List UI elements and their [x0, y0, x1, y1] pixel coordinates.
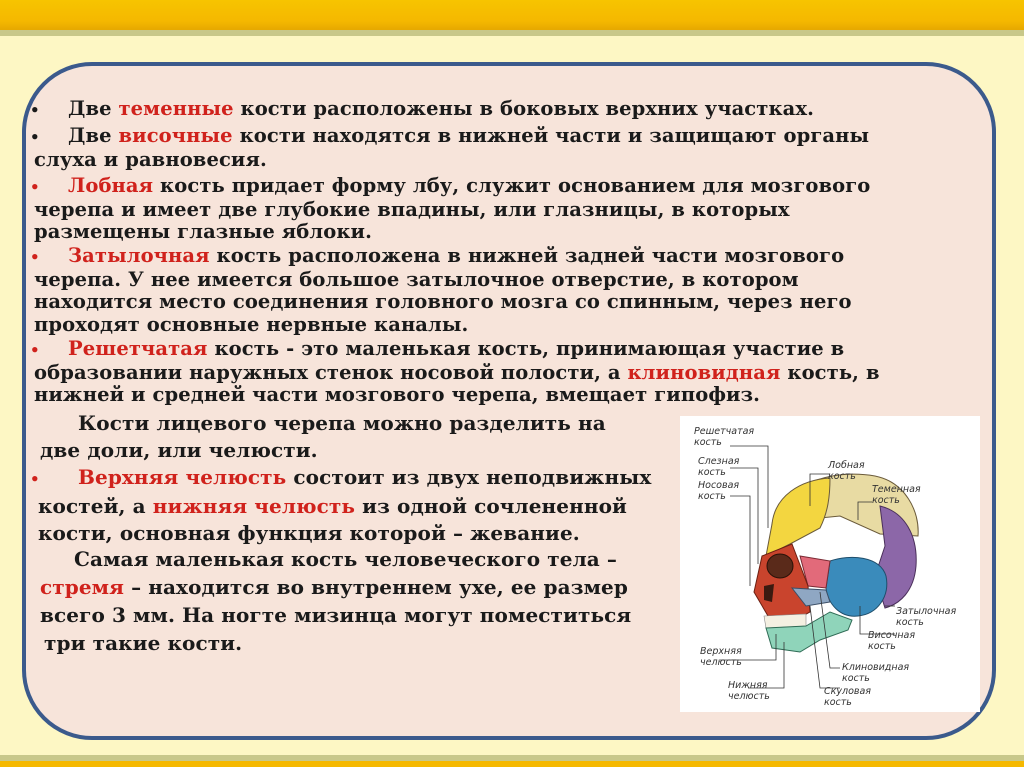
- temporal-bone-shape: [826, 557, 887, 616]
- paragraph-temporal: • Две височные кости находятся в нижней части и защищают органы слуха и равновесия.: [30, 124, 870, 171]
- term-frontal: Лобная: [68, 174, 154, 197]
- bullet: •: [30, 248, 40, 266]
- label-frontal: Лобная кость: [828, 460, 865, 482]
- bottom-decorative-bar: [0, 761, 1024, 767]
- paragraph-occipital: • Затылочная кость расположена в нижней задней части мозгового черепа. У нее имеется большое затылочное отверстие, в котором находится место соединения головного мозга со спинным, через него проходят основные нервные каналы.: [30, 244, 852, 336]
- bullet: •: [30, 101, 40, 119]
- bullet: •: [30, 341, 40, 359]
- label-temporal: Височная кость: [868, 630, 916, 652]
- term-occipital: Затылочная: [68, 244, 210, 267]
- bullet: •: [30, 178, 40, 196]
- skull-diagram: [680, 416, 980, 712]
- label-ethmoid: Решетчатая кость: [694, 426, 755, 448]
- top-decorative-line: [0, 30, 1024, 36]
- label-occipital: Затылочная кость: [896, 606, 957, 628]
- orbit-shape: [767, 554, 793, 578]
- paragraph-parietal: • Две теменные кости расположены в боковых верхних участках.: [30, 97, 814, 120]
- label-sphenoid: Клиновидная кость: [842, 662, 910, 684]
- label-zygomatic: Скуловая кость: [824, 686, 872, 708]
- paragraph-jaws: • Верхняя челюсть состоит из двух неподвижных костей, а нижняя челюсть из одной сочлененной кости, основная функция которой – жевание.: [30, 465, 652, 545]
- label-lacrimal: Слезная кость: [698, 456, 740, 478]
- term-sphenoid: клиновидная: [627, 360, 781, 384]
- paragraph-facial-skull: Кости лицевого черепа можно разделить на две доли, или челюсти.: [40, 411, 606, 462]
- label-maxilla: Верхняя челюсть: [700, 646, 742, 668]
- paragraph-stapes: Самая маленькая кость человеческого тела – стремя – находится во внутреннем ухе, ее размер всего 3 мм. На ногте мизинца могут поместиться три такие кости.: [40, 547, 632, 655]
- bullet: •: [30, 470, 40, 488]
- term-temporal: височные: [118, 124, 233, 147]
- term-parietal: теменные: [118, 97, 234, 120]
- label-mandible: Нижняя челюсть: [728, 680, 770, 702]
- paragraph-ethmoid: • Решетчатая кость - это маленькая кость, принимающая участие в образовании наружных стенок носовой полости, а клиновидная кость, в нижней и средней части мозгового черепа, вмещает гипофиз.: [30, 337, 880, 406]
- bullet: •: [30, 128, 40, 146]
- label-nasal: Носовая кость: [698, 480, 740, 502]
- term-ethmoid: Решетчатая: [68, 337, 208, 360]
- top-decorative-bar: [0, 0, 1024, 30]
- term-mandible: нижняя челюсть: [152, 494, 356, 518]
- label-parietal: Теменная кость: [872, 484, 921, 506]
- paragraph-frontal: • Лобная кость придает форму лбу, служит основанием для мозгового черепа и имеет две глубокие впадины, или глазницы, в которых размещены глазные яблоки.: [30, 174, 871, 243]
- term-maxilla: Верхняя челюсть: [78, 465, 287, 489]
- term-stapes: стремя: [40, 575, 125, 599]
- frontal-bone-shape: [766, 478, 830, 556]
